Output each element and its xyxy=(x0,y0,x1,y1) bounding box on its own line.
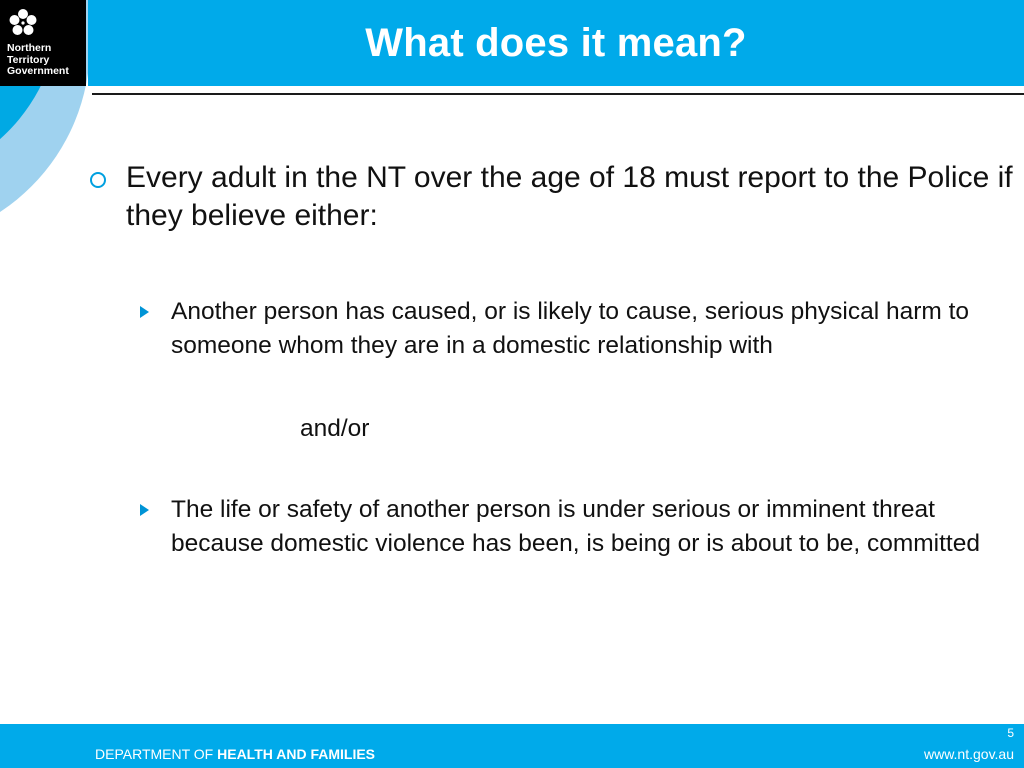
logo-line-2: Territory xyxy=(7,53,50,66)
arrow-bullet-icon xyxy=(140,306,149,318)
footer-dept-name: HEALTH AND FAMILIES xyxy=(217,746,376,762)
sub-bullet-2-text: The life or safety of another person is under serious or imminent threat because domestic violence has been, is being or is about to be, committed xyxy=(171,496,980,557)
logo-line-3: Government xyxy=(7,65,69,77)
footer-department xyxy=(95,746,375,762)
main-bullet-text: Every adult in the NT over the age of 18 must report to the Police if they believe either: xyxy=(126,161,1013,232)
sub-bullet-1-text: Another person has caused, or is likely to cause, serious physical harm to someone whom they are in a domestic relationship with xyxy=(171,298,970,359)
logo-line-1: Northern xyxy=(7,42,52,54)
arrow-bullet-icon xyxy=(140,504,149,516)
connector-text: and/or xyxy=(300,415,370,442)
title-divider xyxy=(92,93,1024,95)
logo-text xyxy=(7,43,69,78)
hollow-circle-bullet-icon xyxy=(90,172,106,188)
page-number: 5 xyxy=(1007,726,1014,740)
nt-government-logo xyxy=(0,0,86,86)
footer-dept-prefix: DEPARTMENT OF xyxy=(95,746,218,762)
slide-title: What does it mean? xyxy=(365,20,747,65)
footer-url: www.nt.gov.au xyxy=(923,746,1014,762)
flower-logo-icon xyxy=(8,8,38,38)
